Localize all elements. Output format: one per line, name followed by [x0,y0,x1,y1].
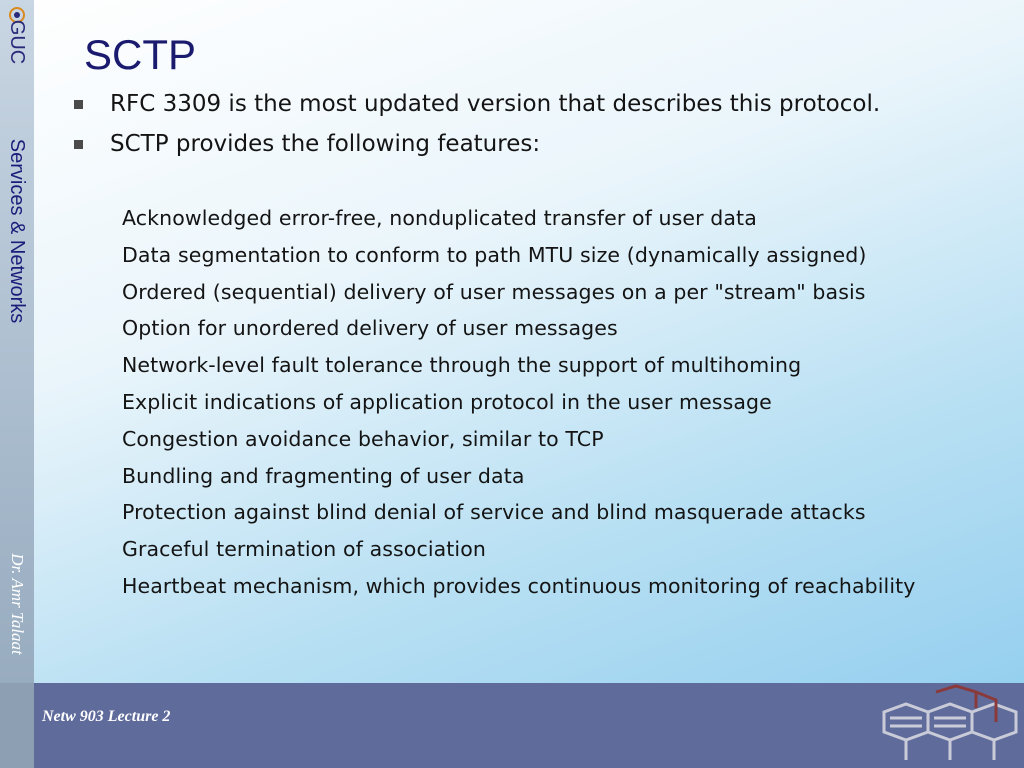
feature-item: Graceful termination of association [122,537,486,562]
slide-title: SCTP [84,31,197,78]
bullet-square-icon [74,100,83,109]
feature-item: Network-level fault tolerance through the support of multihoming [122,353,802,378]
feature-item: Explicit indications of application protocol in the user message [122,389,772,414]
feature-item: Protection against blind denial of service and blind masquerade attacks [122,500,866,525]
bullet-text: RFC 3309 is the most updated version that describes this protocol. [110,91,881,117]
feature-item: Acknowledged error-free, nonduplicated transfer of user data [122,206,757,230]
feature-item: Data segmentation to conform to path MTU size (dynamically assigned) [122,242,867,267]
feature-list [122,203,992,608]
footer-bar-left [0,683,34,768]
bullet-item [72,88,990,121]
feature-item: Ordered (sequential) delivery of user messages on a per "stream" basis [122,279,866,304]
bullet-list [72,88,992,161]
guc-logo [2,4,32,84]
author-name: Dr. Amr Talaat [8,553,27,655]
course-title: Services & Networks [6,138,28,324]
left-sidebar [0,0,34,768]
feature-item: Bundling and fragmenting of user data [122,463,525,488]
network-decoration-icon [876,682,1024,768]
logo-text: GUC [6,19,28,65]
feature-item: Congestion avoidance behavior, similar to TCP [122,426,604,451]
lecture-label: Netw 903 Lecture 2 [42,708,171,725]
bullet-text: SCTP provides the following features: [110,131,541,157]
feature-item: Option for unordered delivery of user messages [122,316,618,341]
bullet-square-icon [74,140,83,149]
feature-item: Heartbeat mechanism, which provides continuous monitoring of reachability [122,573,916,598]
bullet-item [72,128,992,161]
